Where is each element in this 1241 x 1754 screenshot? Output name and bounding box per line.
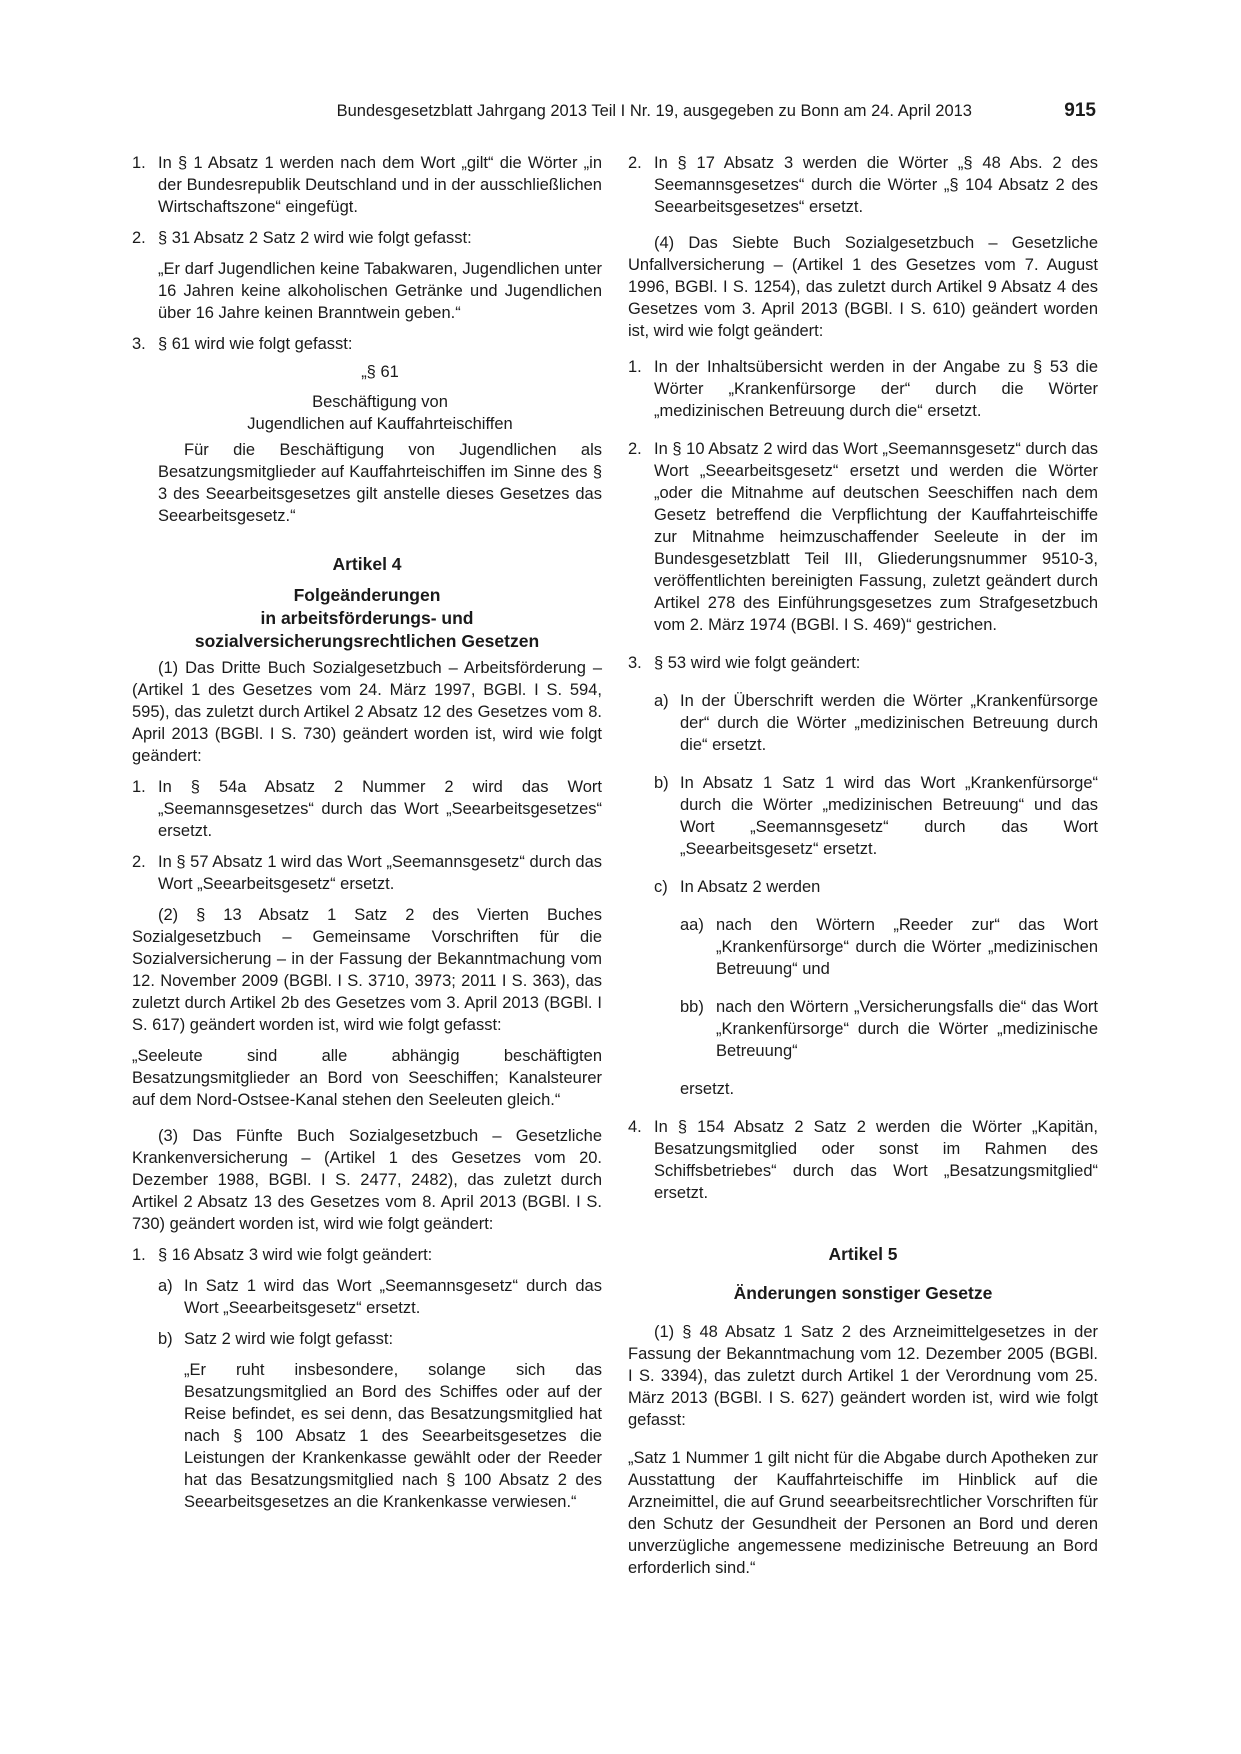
sub-sub-item: aa) nach den Wörtern „Reeder zur“ das Wort „Krankenfürsorge“ durch die Wörter „medizinischen Betreuung“ und (680, 916, 1098, 978)
list-item: 2. § 31 Absatz 2 Satz 2 wird wie folgt gefasst: (132, 229, 472, 247)
list-item: 3. § 61 wird wie folgt gefasst: (132, 335, 353, 353)
trailing-text: ersetzt. (680, 1080, 735, 1098)
list-item: 2. In § 17 Absatz 3 werden die Wörter „§ 48 Abs. 2 des Seemannsgesetzes“ durch die Wörter „§ 104 Absatz 2 des Seearbeitsgesetzes“ ersetzt. (628, 154, 1098, 216)
sub-sub-item: bb) nach den Wörtern „Versicherungsfalls die“ das Wort „Krankenfürsorge“ durch die Wörter „medizinische Betreuung“ (680, 998, 1098, 1060)
sub-item: b) In Absatz 1 Satz 1 wird das Wort „Krankenfürsorge“ durch die Wörter „medizinischen Betreuung“ und das Wort „Seemannsgesetz“ durch das Wort „Seearbeitsgesetz“ ersetzt. (654, 774, 1098, 858)
sub-item: b) Satz 2 wird wie folgt gefasst: (158, 1330, 394, 1348)
quote: „Er darf Jugendlichen keine Tabakwaren, Jugendlichen unter 16 Jahren keine alkoholischen Getränke und Jugendlichen über 16 Jahre keinen Branntwein geben.“ (158, 260, 602, 322)
paragraph: (2) § 13 Absatz 1 Satz 2 des Vierten Buches Sozialgesetzbuch – Gemeinsame Vorschriften für die Sozialversicherung – in der Fassung der Bekanntmachung vom 12. November 2009 (BGBl. I S. 3710, 3973; 2011 I S. 363), das zuletzt durch Artikel 2b des Gesetzes vom 3. April 2013 (BGBl. I S. 617) geändert worden ist, wird wie folgt gefasst: (132, 906, 602, 1034)
sub-item: c) In Absatz 2 werden (654, 878, 821, 896)
list-item: 1. In der Inhaltsübersicht werden in der Angabe zu § 53 die Wörter „Krankenfürsorge der“ durch die Wörter „medizinischen Betreuung durch die“ ersetzt. (628, 358, 1098, 420)
article-heading: Artikel 5 (828, 1244, 898, 1264)
article-title: in arbeitsförderungs- und (260, 608, 474, 628)
article-title: sozialversicherungsrechtlichen Gesetzen (194, 631, 540, 651)
page-number: 915 (1064, 100, 1096, 121)
left-column (132, 152, 602, 1522)
list-item: 2. In § 57 Absatz 1 wird das Wort „Seemannsgesetz“ durch das Wort „Seearbeitsgesetz“ ersetzt. (132, 853, 602, 893)
paragraph: (3) Das Fünfte Buch Sozialgesetzbuch – Gesetzliche Krankenversicherung – (Artikel 1 des Gesetzes vom 20. Dezember 1988, BGBl. I S. 2477, 2482), das zuletzt durch Artikel 2 Absatz 13 des Gesetzes vom 8. April 2013 (BGBl. I S. 730) geändert worden ist, wird wie folgt geändert: (132, 1127, 602, 1233)
list-item: 1. § 16 Absatz 3 wird wie folgt geändert: (132, 1246, 433, 1264)
quote: „Satz 1 Nummer 1 gilt nicht für die Abgabe durch Apotheken zur Ausstattung der Kauffahrteischiffe im Hinblick auf die Arzneimittel, die auf Grund seearbeitsrechtlicher Vorschriften für den Schutz der Gesundheit der Personen an Bord und deren unverzügliche angemessene medizinische Betreuung an Bord erforderlich sind.“ (628, 1449, 1098, 1577)
sub-item: a) In Satz 1 wird das Wort „Seemannsgesetz“ durch das Wort „Seearbeitsgesetz“ ersetzt. (158, 1277, 602, 1317)
section-title: Beschäftigung von (312, 393, 448, 411)
page-header (132, 100, 1096, 126)
right-column (628, 152, 1098, 1579)
article-title: Folgeänderungen (293, 585, 441, 605)
quote: „Seeleute sind alle abhängig beschäftigten Besatzungsmitglieder an Bord von Seeschiffen; Kanalsteurer auf dem Nord-Ostsee-Kanal stehen den Seeleuten gleich.“ (132, 1047, 602, 1109)
sub-item: a) In der Überschrift werden die Wörter „Krankenfürsorge der“ durch die Wörter „medizinischen Betreuung durch die“ ersetzt. (654, 692, 1098, 754)
list-item: 1. In § 1 Absatz 1 werden nach dem Wort „gilt“ die Wörter „in der Bundesrepublik Deutschland und in der ausschließlichen Wirtschaftszone“ eingefügt. (132, 154, 602, 216)
list-item: 2. In § 10 Absatz 2 wird das Wort „Seemannsgesetz“ durch das Wort „Seearbeitsgesetz“ ersetzt und werden die Wörter „oder die Mitnahme auf deutschen Seeschiffen nach dem Gesetz betreffend die Verpflichtung der Kauffahrteischiffe zur Mitnahme heimzuschaffender Seeleute in der im Bundesgesetzblatt Teil III, Gliederungsnummer 9510-3, veröffentlichten bereinigten Fassung, zuletzt geändert durch Artikel 278 des Einführungsgesetzes zum Strafgesetzbuch vom 2. März 1974 (BGBl. I S. 469)“ gestrichen. (628, 440, 1098, 634)
paragraph: (1) Das Dritte Buch Sozialgesetzbuch – Arbeitsförderung – (Artikel 1 des Gesetzes vom 24. März 1997, BGBl. I S. 594, 595), das zuletzt durch Artikel 2 Absatz 12 des Gesetzes vom 8. April 2013 (BGBl. I S. 730) geändert worden ist, wird wie folgt geändert: (132, 659, 602, 765)
header-text: Bundesgesetzblatt Jahrgang 2013 Teil I Nr. 19, ausgegeben zu Bonn am 24. April 2013 (336, 102, 972, 120)
list-item: 1. In § 54a Absatz 2 Nummer 2 wird das Wort „Seemannsgesetzes“ durch das Wort „Seearbeitsgesetzes“ ersetzt. (132, 778, 602, 840)
section-text: Für die Beschäftigung von Jugendlichen als Besatzungsmitglieder auf Kauffahrteischiffen im Sinne des § 3 des Seearbeitsgesetzes gilt anstelle dieses Gesetzes das Seearbeitsgesetz.“ (158, 441, 602, 525)
section-number: „§ 61 (361, 363, 399, 381)
paragraph: (4) Das Siebte Buch Sozialgesetzbuch – Gesetzliche Unfallversicherung – (Artikel 1 des Gesetzes vom 7. August 1996, BGBl. I S. 1254), das zuletzt durch Artikel 9 Absatz 4 des Gesetzes vom 3. April 2013 (BGBl. I S. 610) geändert worden ist, wird wie folgt geändert: (628, 234, 1098, 340)
article-heading: Artikel 4 (332, 554, 402, 574)
paragraph: (1) § 48 Absatz 1 Satz 2 des Arzneimittelgesetzes in der Fassung der Bekanntmachung vom 12. Dezember 2005 (BGBl. I S. 3394), das zuletzt durch Artikel 1 der Verordnung vom 25. März 2013 (BGBl. I S. 627) geändert worden ist, wird wie folgt gefasst: (628, 1323, 1098, 1429)
quote: „Er ruht insbesondere, solange sich das Besatzungsmitglied an Bord des Schiffes oder auf der Reise befindet, es sei denn, das Besatzungsmitglied hat nach § 100 Absatz 1 des Seearbeitsgesetzes die Leistungen der Krankenkasse gewählt oder der Reeder hat das Besatzungsmitglied nach § 100 Absatz 2 des Seearbeitsgesetzes an die Krankenkasse verwiesen.“ (184, 1361, 602, 1511)
list-item: 3. § 53 wird wie folgt geändert: (628, 654, 861, 672)
list-item: 4. In § 154 Absatz 2 Satz 2 werden die Wörter „Kapitän, Besatzungsmitglied oder sonst im Rahmen des Schiffsbetriebes“ durch das Wort „Besatzungsmitglied“ ersetzt. (628, 1118, 1098, 1202)
section-title: Jugendlichen auf Kauffahrteischiffen (247, 415, 513, 433)
article-title: Änderungen sonstiger Gesetze (733, 1283, 993, 1303)
